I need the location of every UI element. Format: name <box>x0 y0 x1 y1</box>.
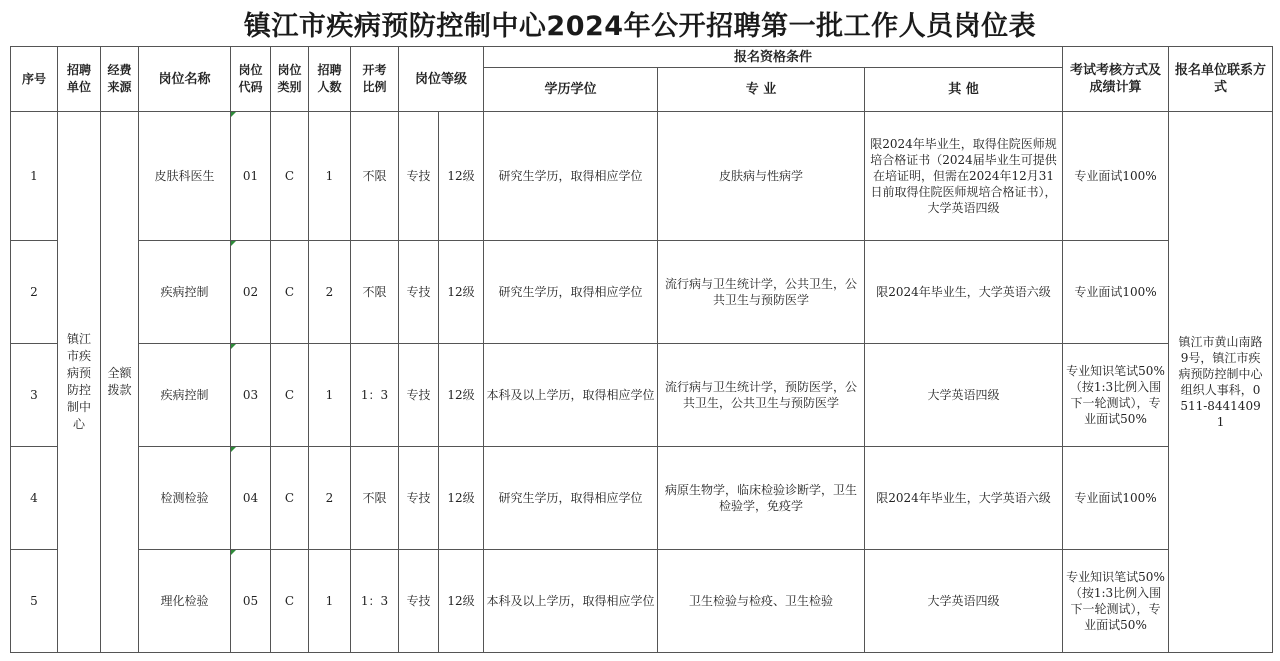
header-ratio: 开考比例 <box>351 47 399 112</box>
cell-level-grade: 12级 <box>439 112 484 241</box>
header-contact: 报名单位联系方式 <box>1169 47 1273 112</box>
cell-ratio: 不限 <box>351 112 399 241</box>
cell-count: 2 <box>309 447 351 550</box>
cell-funding: 全额拨款 <box>101 112 139 653</box>
cell-ratio: 不限 <box>351 241 399 344</box>
cell-other: 限2024年毕业生，大学英语六级 <box>865 447 1063 550</box>
cell-post-code: 01 <box>231 112 271 241</box>
cell-seq: 1 <box>11 112 58 241</box>
header-seq: 序号 <box>11 47 58 112</box>
cell-other: 大学英语四级 <box>865 550 1063 653</box>
cell-education: 本科及以上学历，取得相应学位 <box>484 344 658 447</box>
cell-seq: 3 <box>11 344 58 447</box>
cell-education: 研究生学历，取得相应学位 <box>484 241 658 344</box>
cell-post-code: 04 <box>231 447 271 550</box>
cell-ratio: 1：3 <box>351 344 399 447</box>
table-row <box>11 550 1273 653</box>
cell-seq: 4 <box>11 447 58 550</box>
cell-level-category: 专技 <box>399 550 439 653</box>
header-unit: 招聘单位 <box>58 47 101 112</box>
cell-count: 2 <box>309 241 351 344</box>
header-exam: 考试考核方式及成绩计算 <box>1063 47 1169 112</box>
cell-post-type: C <box>271 344 309 447</box>
cell-level-category: 专技 <box>399 447 439 550</box>
cell-education: 研究生学历，取得相应学位 <box>484 447 658 550</box>
header-post-name: 岗位名称 <box>139 47 231 112</box>
header-education: 学历学位 <box>484 68 658 112</box>
cell-post-name: 检测检验 <box>139 447 231 550</box>
cell-education: 本科及以上学历，取得相应学位 <box>484 550 658 653</box>
cell-post-name: 疾病控制 <box>139 344 231 447</box>
cell-post-code: 05 <box>231 550 271 653</box>
cell-level-grade: 12级 <box>439 447 484 550</box>
header-count: 招聘人数 <box>309 47 351 112</box>
cell-exam: 专业知识笔试50%（按1:3比例入围下一轮测试），专业面试50% <box>1063 550 1169 653</box>
cell-level-category: 专技 <box>399 241 439 344</box>
header-other: 其 他 <box>865 68 1063 112</box>
cell-post-code: 03 <box>231 344 271 447</box>
header-funding: 经费来源 <box>101 47 139 112</box>
table-row <box>11 241 1273 344</box>
cell-post-name: 皮肤科医生 <box>139 112 231 241</box>
header-post-code: 岗位代码 <box>231 47 271 112</box>
cell-other: 限2024年毕业生，大学英语六级 <box>865 241 1063 344</box>
cell-level-category: 专技 <box>399 112 439 241</box>
cell-exam: 专业面试100% <box>1063 447 1169 550</box>
cell-seq: 2 <box>11 241 58 344</box>
cell-count: 1 <box>309 344 351 447</box>
header-level: 岗位等级 <box>399 47 484 112</box>
cell-major: 皮肤病与性病学 <box>658 112 865 241</box>
table-row <box>11 112 1273 241</box>
page-title: 镇江市疾病预防控制中心2024年公开招聘第一批工作人员岗位表 <box>243 10 1037 42</box>
cell-major: 卫生检验与检疫、卫生检验 <box>658 550 865 653</box>
table-row <box>11 447 1273 550</box>
cell-unit: 镇江市疾病预防控制中心 <box>58 112 101 653</box>
cell-level-grade: 12级 <box>439 241 484 344</box>
cell-level-grade: 12级 <box>439 344 484 447</box>
cell-major: 流行病与卫生统计学，预防医学，公共卫生，公共卫生与预防医学 <box>658 344 865 447</box>
header-post-type: 岗位类别 <box>271 47 309 112</box>
cell-post-type: C <box>271 241 309 344</box>
cell-major: 病原生物学，临床检验诊断学，卫生检验学，免疫学 <box>658 447 865 550</box>
cell-level-grade: 12级 <box>439 550 484 653</box>
cell-count: 1 <box>309 550 351 653</box>
cell-post-name: 疾病控制 <box>139 241 231 344</box>
header-major: 专 业 <box>658 68 865 112</box>
cell-count: 1 <box>309 112 351 241</box>
cell-post-type: C <box>271 447 309 550</box>
table-row <box>11 344 1273 447</box>
cell-post-type: C <box>271 550 309 653</box>
positions-table <box>10 46 1273 653</box>
cell-seq: 5 <box>11 550 58 653</box>
cell-major: 流行病与卫生统计学，公共卫生，公共卫生与预防医学 <box>658 241 865 344</box>
cell-education: 研究生学历，取得相应学位 <box>484 112 658 241</box>
cell-post-code: 02 <box>231 241 271 344</box>
cell-other: 大学英语四级 <box>865 344 1063 447</box>
cell-exam: 专业面试100% <box>1063 112 1169 241</box>
cell-contact: 镇江市黄山南路9号，镇江市疾病预防控制中心组织人事科，0511-84414091 <box>1169 112 1273 653</box>
cell-level-category: 专技 <box>399 344 439 447</box>
cell-post-name: 理化检验 <box>139 550 231 653</box>
cell-post-type: C <box>271 112 309 241</box>
cell-exam: 专业知识笔试50%（按1:3比例入围下一轮测试），专业面试50% <box>1063 344 1169 447</box>
cell-exam: 专业面试100% <box>1063 241 1169 344</box>
cell-ratio: 不限 <box>351 447 399 550</box>
cell-ratio: 1：3 <box>351 550 399 653</box>
header-qualifications: 报名资格条件 <box>484 47 1063 68</box>
cell-other: 限2024年毕业生，取得住院医师规培合格证书（2024届毕业生可提供在培证明，但需在2024年12月31日前取得住院医师规培合格证书），大学英语四级 <box>865 112 1063 241</box>
